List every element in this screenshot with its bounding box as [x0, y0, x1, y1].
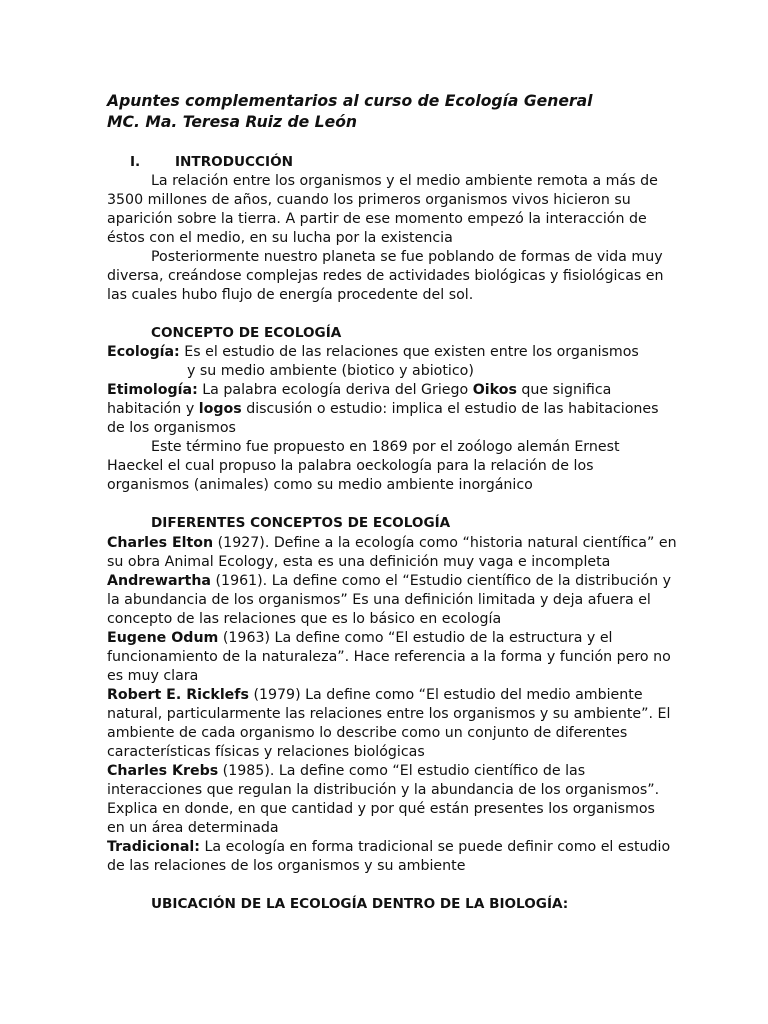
definition-author: Charles Krebs	[107, 763, 219, 779]
definition-entry-cont: es muy clara	[107, 668, 199, 684]
definition-entry: Andrewartha (1961). La define como el “Estudio científico de la distribución y	[107, 573, 672, 589]
definition-author: Eugene Odum	[107, 630, 219, 646]
intro-line: La relación entre los organismos y el medio ambiente remota a más de	[151, 173, 658, 189]
ubicacion-heading: UBICACIÓN DE LA ECOLOGÍA DENTRO DE LA BIOLOGÍA:	[151, 896, 569, 912]
ecologia-term: Ecología:	[107, 344, 180, 360]
intro-body	[107, 172, 667, 305]
definition-entry-cont: concepto de las relaciones que es lo básico en ecología	[107, 611, 502, 627]
intro-line: 3500 millones de años, cuando los primeros organismos vivos hicieron su	[107, 192, 631, 208]
intro-line: éstos con el medio, en su lucha por la existencia	[107, 230, 453, 246]
intro-heading: INTRODUCCIÓN	[175, 154, 293, 170]
oikos-term: Oikos	[472, 382, 517, 398]
diferentes-body	[107, 534, 677, 876]
haeckel-line: organismos (animales) como su medio ambiente inorgánico	[107, 477, 533, 493]
definition-author: Robert E. Ricklefs	[107, 687, 249, 703]
etimologia-definition-cont: de los organismos	[107, 420, 236, 436]
intro-line: aparición sobre la tierra. A partir de ese momento empezó la interacción de	[107, 211, 647, 227]
intro-line: las cuales hubo flujo de energía procedente del sol.	[107, 287, 474, 303]
etimologia-definition: Etimología: La palabra ecología deriva del Griego Oikos que significa	[107, 382, 612, 398]
diferentes-heading: DIFERENTES CONCEPTOS DE ECOLOGÍA	[151, 515, 451, 531]
intro-numeral: I.	[130, 154, 141, 170]
haeckel-line: Haeckel el cual propuso la palabra oeckología para la relación de los	[107, 458, 594, 474]
definition-entry-cont: natural, particularmente las relaciones entre los organismos y su ambiente”. El	[107, 706, 671, 722]
definition-entry-cont: su obra Animal Ecology, esta es una definición muy vaga e incompleta	[107, 554, 611, 570]
document-title: Apuntes complementarios al curso de Ecología General	[107, 92, 593, 110]
etimologia-term: Etimología:	[107, 382, 198, 398]
etimologia-definition-cont: habitación y logos discusión o estudio: implica el estudio de las habitaciones	[107, 401, 659, 417]
ecologia-definition-cont: y su medio ambiente (biotico y abiotico)	[187, 363, 474, 379]
definition-author: Tradicional:	[107, 839, 200, 855]
definition-entry: Charles Krebs (1985). La define como “El estudio científico de las	[107, 763, 586, 779]
definition-entry: Charles Elton (1927). Define a la ecología como “historia natural científica” en	[107, 535, 677, 551]
definition-entry-cont: funcionamiento de la naturaleza”. Hace referencia a la forma y función pero no	[107, 649, 671, 665]
definition-entry: Eugene Odum (1963) La define como “El estudio de la estructura y el	[107, 630, 613, 646]
intro-line: Posteriormente nuestro planeta se fue poblando de formas de vida muy	[151, 249, 663, 265]
concepto-heading: CONCEPTO DE ECOLOGÍA	[151, 325, 342, 341]
definition-author: Andrewartha	[107, 573, 211, 589]
definition-entry-cont: ambiente de cada organismo lo describe como un conjunto de diferentes	[107, 725, 628, 741]
intro-line: diversa, creándose complejas redes de actividades biológicas y fisiológicas en	[107, 268, 664, 284]
ecologia-definition: Ecología: Es el estudio de las relaciones que existen entre los organismos	[107, 344, 639, 360]
definition-author: Charles Elton	[107, 535, 214, 551]
document-author: MC. Ma. Teresa Ruiz de León	[107, 113, 358, 131]
definition-entry-cont: características físicas y relaciones biológicas	[107, 744, 425, 760]
definition-entry: Robert E. Ricklefs (1979) La define como “El estudio del medio ambiente	[107, 687, 643, 703]
definition-entry-cont: la abundancia de los organismos” Es una definición limitada y deja afuera el	[107, 592, 651, 608]
definition-entry: Tradicional: La ecología en forma tradicional se puede definir como el estudio	[107, 839, 671, 855]
concepto-body	[107, 343, 667, 495]
logos-term: logos	[198, 401, 242, 417]
definition-entry-cont: interacciones que regulan la distribución y la abundancia de los organismos”.	[107, 782, 660, 798]
haeckel-line: Este término fue propuesto en 1869 por el zoólogo alemán Ernest	[151, 439, 620, 455]
definition-entry-cont: en un área determinada	[107, 820, 279, 836]
definition-entry-cont: Explica en donde, en que cantidad y por qué están presentes los organismos	[107, 801, 655, 817]
definition-entry-cont: de las relaciones de los organismos y su ambiente	[107, 858, 466, 874]
